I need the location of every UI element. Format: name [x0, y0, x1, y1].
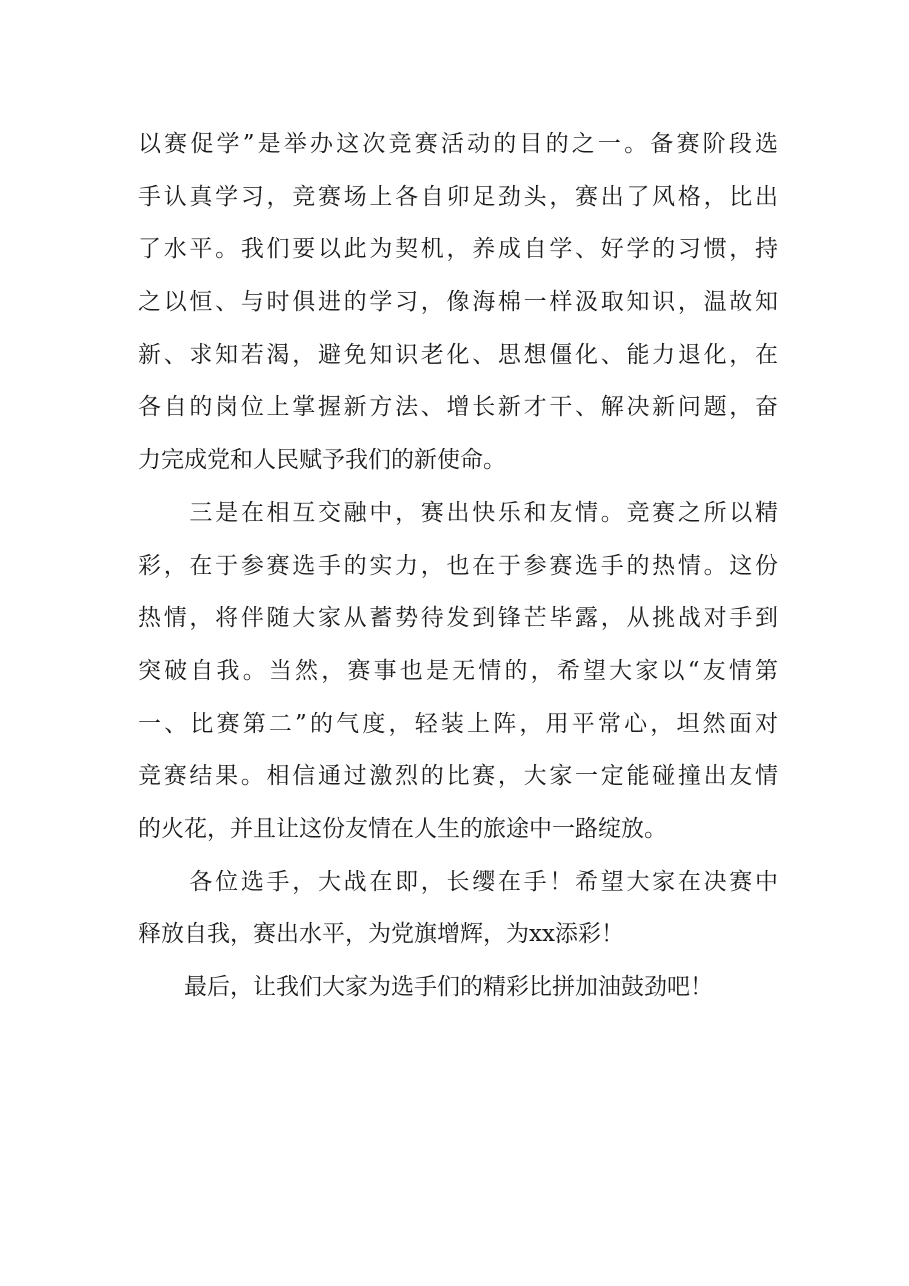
text-line: 的火花，并且让这份友情在人生的旅途中一路绽放。	[138, 815, 667, 842]
text-line: 彩，在于参赛选手的实力，也在于参赛选手的热情。这份	[138, 552, 778, 579]
text-line: 力完成党和人民赋予我们的新使命。	[138, 447, 506, 474]
body-text	[138, 118, 778, 1014]
text-line: 各自的岗位上掌握新方法、增长新才干、解决新问题，奋	[138, 394, 778, 421]
text-line: 以赛促学”是举办这次竞赛活动的目的之一。备赛阶段选	[138, 131, 778, 157]
text-line: 最后，让我们大家为选手们的精彩比拼加油鼓劲吧！	[138, 974, 713, 1000]
text-line: 释放自我，赛出水平，为党旗增辉，为xx添彩！	[138, 921, 624, 948]
text-line: 了水平。我们要以此为契机，养成自学、好学的习惯，持	[138, 236, 778, 263]
text-line: 突破自我。当然，赛事也是无情的，希望大家以“友情第	[138, 657, 778, 684]
text-line: 热情，将伴随大家从蓄势待发到锋芒毕露，从挑战对手到	[138, 605, 778, 632]
text-line: 三是在相互交融中，赛出快乐和友情。竞赛之所以精	[138, 499, 778, 526]
text-line: 一、比赛第二”的气度，轻装上阵，用平常心，坦然面对	[138, 710, 778, 737]
text-line: 竞赛结果。相信通过激烈的比赛，大家一定能碰撞出友情	[138, 763, 778, 790]
text-line: 新、求知若渴，避免知识老化、思想僵化、能力退化，在	[138, 341, 778, 368]
text-line: 之以恒、与时俱进的学习，像海棉一样汲取知识，温故知	[138, 289, 778, 316]
text-line: 手认真学习，竞赛场上各自卯足劲头，赛出了风格，比出	[138, 183, 778, 210]
text-line: 各位选手，大战在即，长缨在手！希望大家在决赛中	[138, 868, 778, 895]
